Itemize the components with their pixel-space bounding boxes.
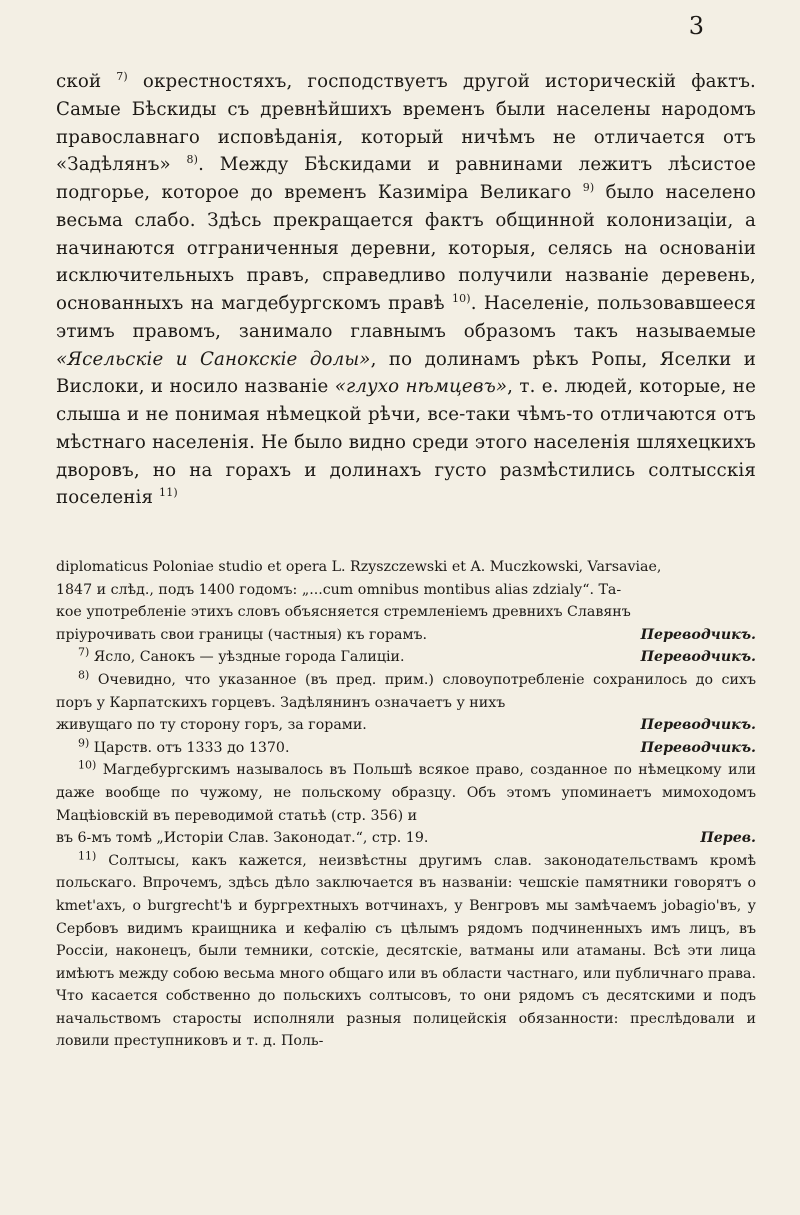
document-page [56,14,756,1199]
main-paragraph [56,68,756,512]
footnote-line: въ 6-мъ томѣ „Исторіи Слав. Законодат.“, стр. 19. [56,830,429,847]
footnote-marker: 7) [78,645,90,659]
translator-signature: Перев. [700,830,756,847]
text-segment: , по долинамъ рѣкъ Ропы, Яселки и Вислоки, и носило названіе [56,348,756,398]
footnote-9 [56,737,756,760]
text-segment: , т. е. людей, которые, не слыша и не понимая нѣмецкой рѣчи, все-таки чѣмъ-то отличаются отъ мѣстнаго населенія. Не было видно среди этого населенія шляхецкихъ дворовъ, но на горахъ и долинахъ густо размѣстились солтысскія поселенія [56,376,756,509]
footnote-text: Очевидно, что указанное (въ пред. прим.) словоупотребленіе сохранилось до сихъ поръ у Карпатскихъ горцевъ. Задѣлянинъ означаетъ у нихъ [56,671,756,711]
footnote-11 [56,850,756,1053]
footnotes [56,556,756,1053]
text-segment: . Населеніе, пользовавшееся этимъ правомъ, занимало главнымъ образомъ такъ называемые [56,293,756,342]
footnote-signature-line [56,624,756,647]
translator-signature: Переводчикъ. [640,626,756,643]
footnote-ref-8: 8) [186,153,199,167]
footnote-marker: 8) [78,668,90,682]
text-segment: ской [56,71,117,92]
main-text [56,68,756,512]
text-segment: окрестностяхъ, господствуетъ другой историческій фактъ. Самые Бѣскиды съ древнѣйшихъ временъ были населены народомъ православнаго исповѣданія, который ничѣмъ не отличается отъ «Задѣлянъ» [56,71,756,176]
footnote-10 [56,759,756,827]
footnote-line: 1847 и слѣд., подъ 1400 годомъ: „...cum omnibus montibus alias zdzialy“. Та- [56,581,622,598]
footnote-ref-7: 7) [116,69,128,83]
footnote-marker: 9) [78,736,90,750]
footnote-text: Царств. отъ 1333 до 1370. [89,739,290,756]
footnote-8 [56,669,756,714]
footnote-line: пріурочивать свои границы (частныя) къ горамъ. [56,626,428,643]
translator-signature: Переводчикъ. [640,649,756,666]
footnote-marker: 11) [78,848,97,862]
page-number: 3 [688,12,704,40]
footnote-line: кое употребленіе этихъ словъ объясняется стремленіемъ древнихъ Славянъ [56,604,631,621]
footnote-7 [56,646,756,669]
footnote-text: Солтысы, какъ кажется, неизвѣстны другимъ слав. законодательствамъ кромѣ польскаго. Впрочемъ, здѣсь дѣло заключается въ названіи: чешскіе памятники говорятъ о kmet'ахъ, о burgrecht'ѣ и бургрехтныхъ вотчинахъ, у Венгровъ мы замѣчаемъ jobagio'въ, у Сербовъ видимъ краищника и кефалію съ цѣлымъ рядомъ подчиненныхъ имъ лицъ, въ Россіи, наконецъ, были темники, сотскіе, десятскіе, ватманы или атаманы. Всѣ эти лица имѣютъ между собою весьма много общаго или въ области частнаго, или публичнаго права. Что касается собственно до польскихъ солтысовъ, то они рядомъ съ десятскими и подъ начальствомъ старосты исполняли разныя полицейскія обязанности: преслѣдовали и ловили преступниковъ и т. д. Поль- [56,852,756,1050]
text-segment: было населено весьма слабо. Здѣсь прекращается фактъ общинной колонизаціи, а начинаются отграниченныя деревни, которыя, селясь на основаніи исключительныхъ правъ, справедливо получили названіе деревень, основанныхъ на магдебургскомъ правѣ [56,182,756,314]
footnote-continuation [56,556,756,624]
text-segment: . Между Бѣскидами и равнинами лежитъ лѣсистое подгорье, которое до временъ Казиміра Великаго [56,154,756,203]
footnote-marker: 10) [78,758,97,772]
footnote-ref-11: 11) [159,486,178,500]
footnote-signature-line [56,827,756,850]
footnote-text: Ясло, Санокъ — уѣздные города Галиціи. [89,649,405,666]
footnote-signature-line [56,714,756,737]
footnote-line: diplomaticus Poloniae studio et opera L. Rzyszczewski et A. Muczkowski, Varsaviae, [56,559,662,575]
footnote-ref-9: 9) [582,180,595,194]
footnote-ref-10: 10) [451,291,471,305]
footnote-line: живущаго по ту сторону горъ, за горами. [56,717,367,734]
italic-phrase: «Ясельскіе и Санокскіе долы» [56,348,371,370]
translator-signature: Переводчикъ. [640,717,756,734]
footnote-text: Магдебургскимъ называлось въ Польшѣ всякое право, созданное по нѣмецкому или даже вообще по чужому, не польскому образцу. Объ этомъ упоминаетъ мимоходомъ Мацѣіовскій въ переводимой статьѣ (стр. 356) и [56,762,756,824]
italic-phrase: «глухо нѣмцевъ» [334,376,508,398]
translator-signature: Переводчикъ. [640,739,756,756]
